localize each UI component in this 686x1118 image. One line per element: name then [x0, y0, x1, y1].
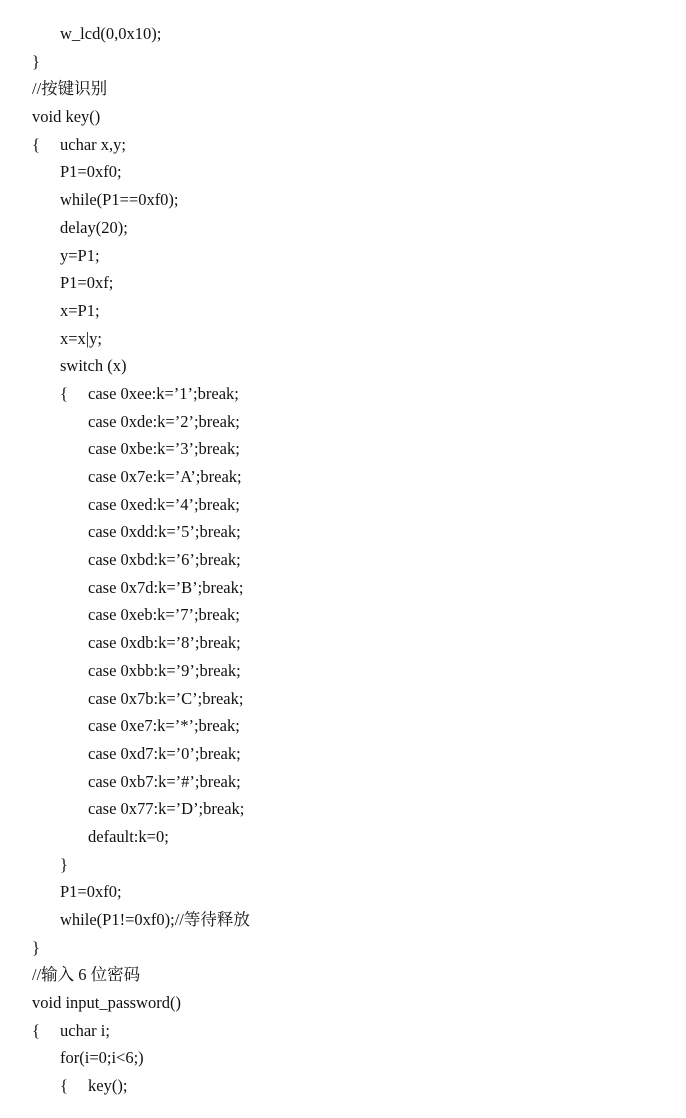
code-line: case 0x77:k=’D’;break;	[88, 799, 245, 819]
open-brace: {	[60, 383, 68, 403]
code-line: P1=0xf0;	[60, 162, 122, 182]
code-line: case 0xde:k=’2’;break;	[88, 411, 240, 431]
function-signature: void input_password()	[32, 993, 181, 1013]
open-brace: {	[32, 134, 40, 154]
code-line: default:k=0;	[88, 826, 169, 846]
code-comment: //输入 6 位密码	[32, 965, 141, 985]
code-line: delay(20);	[60, 217, 128, 237]
open-brace: {	[60, 1076, 68, 1096]
code-line: switch (x)	[60, 356, 127, 376]
code-line: case 0xb7:k=’#’;break;	[88, 771, 241, 791]
code-line: P1=0xf;	[60, 273, 114, 293]
code-line: case 0xbd:k=’6’;break;	[88, 550, 241, 570]
code-line: case 0x7b:k=’C’;break;	[88, 688, 244, 708]
code-line: x=P1;	[60, 300, 100, 320]
code-line: case 0x7e:k=’A’;break;	[88, 467, 242, 486]
code-line: x=x|y;	[60, 328, 102, 348]
code-line: case 0xdb:k=’8’;break;	[88, 633, 241, 653]
code-line: case 0x7d:k=’B’;break;	[88, 577, 244, 597]
code-line: w_lcd(0,0x10);	[60, 24, 162, 43]
code-line: }	[32, 51, 40, 71]
open-brace: {	[32, 1020, 40, 1040]
code-line: case 0xbe:k=’3’;break;	[88, 439, 240, 459]
code-line: case 0xbb:k=’9’;break;	[88, 660, 241, 680]
code-comment: //按键识别	[32, 79, 108, 99]
code-line: { uchar x,y;	[0, 131, 250, 159]
code-line: case 0xe7:k=’*’;break;	[88, 716, 240, 736]
code-line: while(P1!=0xf0);//等待释放	[60, 910, 250, 929]
code-line: case 0xed:k=’4’;break;	[88, 494, 240, 514]
code-line: { case 0xee:k=’1’;break;	[0, 380, 250, 408]
code-line: { uchar i;	[0, 1017, 250, 1045]
code-line: { key();	[0, 1072, 250, 1100]
code-line: }	[32, 937, 40, 957]
code-line: P1=0xf0;	[60, 882, 122, 902]
code-line: while(P1==0xf0);	[60, 190, 179, 210]
function-signature: void key()	[32, 107, 101, 127]
code-listing	[0, 20, 250, 1100]
code-line: for(i=0;i<6;)	[60, 1048, 144, 1068]
code-line: y=P1;	[60, 245, 100, 265]
code-line: case 0xd7:k=’0’;break;	[88, 743, 241, 763]
code-line: case 0xeb:k=’7’;break;	[88, 605, 240, 625]
code-line: }	[60, 854, 68, 874]
code-line: case 0xdd:k=’5’;break;	[88, 522, 241, 542]
